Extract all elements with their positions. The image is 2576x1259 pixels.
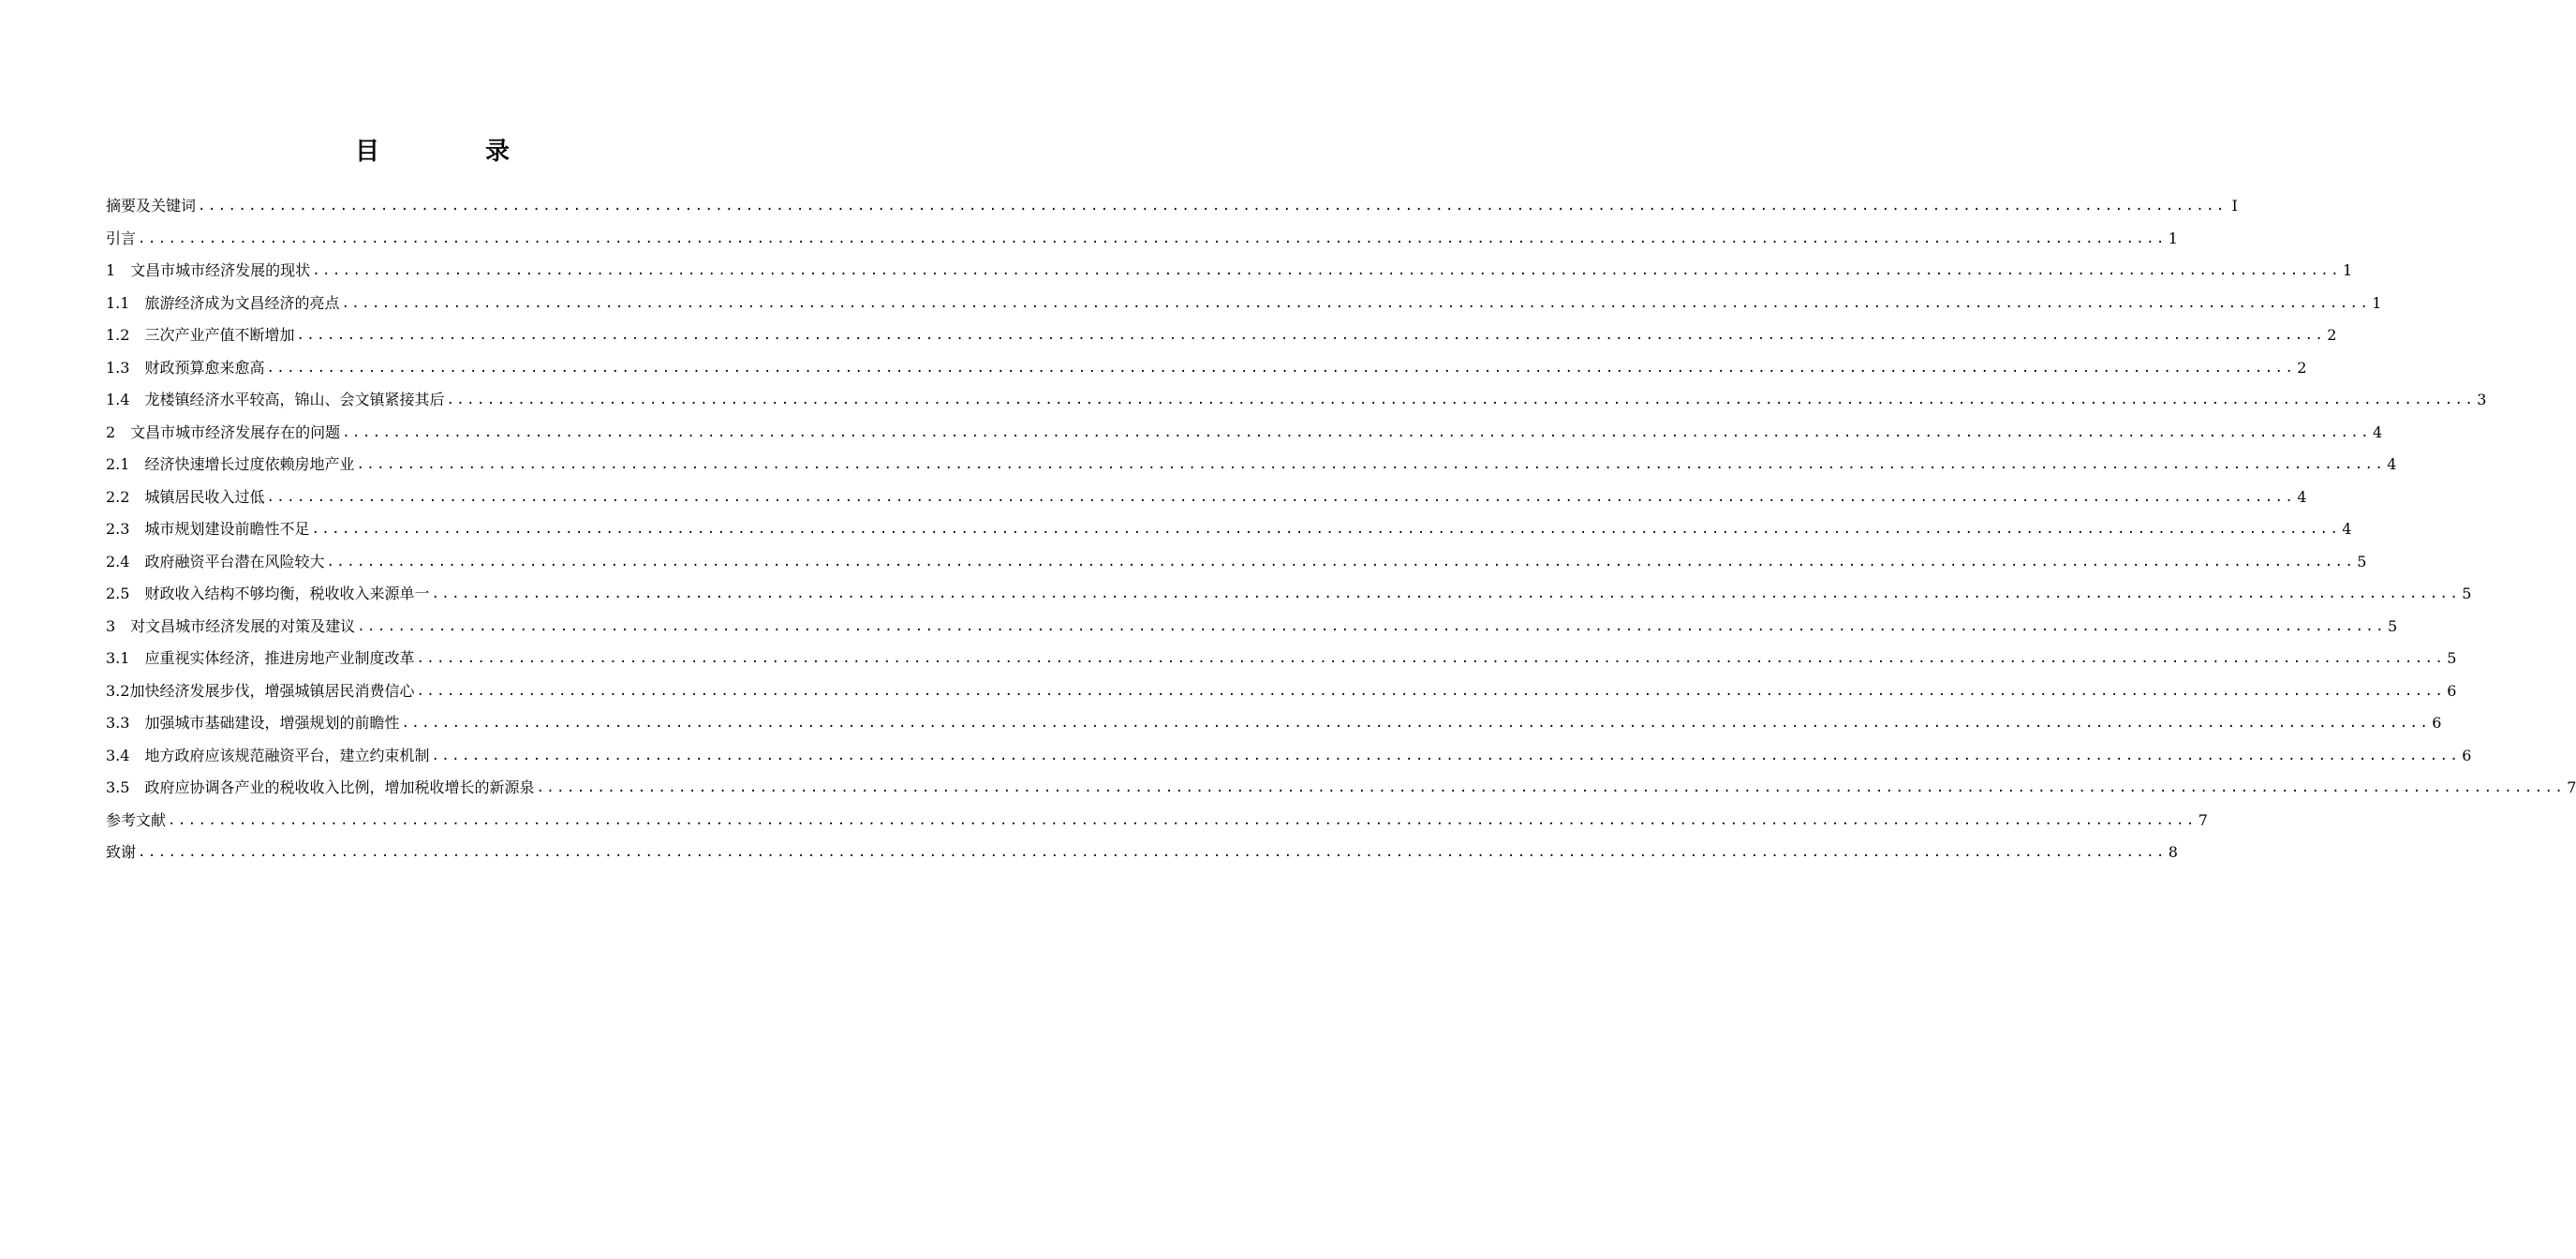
toc-entry-label: 1 文昌市城市经济发展的现状: [106, 261, 311, 280]
toc-entry-page-number: I: [2231, 197, 2238, 215]
toc-dot-leader: ........................................................................................................................................................................................................: [168, 812, 2197, 828]
toc-entry[interactable]: [106, 611, 2398, 644]
toc-dot-leader: ........................................................................................................................................................................................................: [312, 263, 2341, 279]
toc-entry-page-number: 3: [2477, 391, 2487, 409]
toc-dot-leader: ........................................................................................................................................................................................................: [138, 230, 2167, 246]
toc-entry-page-number: 5: [2462, 585, 2472, 603]
toc-dot-leader: ........................................................................................................................................................................................................: [326, 554, 2356, 570]
toc-entry-page-number: 5: [2447, 649, 2457, 668]
toc-entry-page-number: 1: [2372, 293, 2382, 312]
toc-entry-page-number: 5: [2387, 616, 2398, 635]
toc-entry[interactable]: [106, 481, 2307, 514]
toc-entry-page-number: 2: [2327, 326, 2337, 345]
toc-entry-label: 2.4 政府融资平台潜在风险较大: [106, 552, 325, 570]
toc-dot-leader: ........................................................................................................................................................................................................: [446, 393, 2476, 408]
toc-entry-label: 3.5 政府应协调各产业的税收收入比例，增加税收增长的新源泉: [106, 778, 535, 797]
toc-entry[interactable]: [106, 740, 2472, 773]
toc-dot-leader: ........................................................................................................................................................................................................: [266, 360, 2296, 376]
toc-entry-label: 3.4 地方政府应该规范融资平台，建立约束机制: [106, 746, 430, 764]
toc-entry-page-number: 5: [2357, 552, 2367, 570]
toc-entry-label: 2 文昌市城市经济发展存在的问题: [106, 422, 341, 441]
toc-entry-label: 1.1 旅游经济成为文昌经济的亮点: [106, 293, 340, 312]
toc-entry-label: 引言: [106, 229, 137, 247]
toc-dot-leader: ........................................................................................................................................................................................................: [296, 328, 2326, 344]
toc-entry[interactable]: [106, 255, 2353, 288]
toc-dot-leader: ........................................................................................................................................................................................................: [266, 489, 2296, 505]
toc-entry-label: 摘要及关键词: [106, 197, 197, 215]
toc-entry[interactable]: [106, 578, 2472, 611]
toc-entry-page-number: 7: [2198, 810, 2208, 829]
toc-entry-page-number: 1: [2342, 261, 2353, 280]
toc-entry[interactable]: [106, 772, 2576, 805]
toc-entry-label: 1.2 三次产业产值不断增加: [106, 326, 295, 345]
toc-entry-page-number: 6: [2447, 681, 2457, 700]
toc-entry-label: 1.3 财政预算愈来愈高: [106, 358, 265, 377]
toc-entry[interactable]: [106, 417, 2383, 450]
toc-entry[interactable]: [106, 223, 2178, 256]
toc-dot-leader: ........................................................................................................................................................................................................: [431, 586, 2461, 602]
toc-entry[interactable]: [106, 513, 2352, 546]
toc-entry-page-number: 1: [2168, 229, 2178, 247]
toc-entry-page-number: 2: [2297, 358, 2307, 377]
toc-dot-leader: ........................................................................................................................................................................................................: [416, 683, 2446, 699]
toc-dot-leader: ........................................................................................................................................................................................................: [311, 522, 2341, 538]
toc-entry[interactable]: [106, 319, 2337, 352]
toc-entry-label: 1.4 龙楼镇经济水平较高，锦山、会文镇紧接其后: [106, 391, 445, 409]
toc-entry[interactable]: [106, 805, 2208, 837]
toc-dot-leader: ........................................................................................................................................................................................................: [416, 651, 2446, 667]
toc-entry[interactable]: [106, 288, 2382, 320]
toc-entry[interactable]: [106, 190, 2238, 223]
toc-entry[interactable]: [106, 837, 2178, 869]
toc-dot-leader: ........................................................................................................................................................................................................: [341, 295, 2371, 311]
toc-entry[interactable]: [106, 643, 2457, 675]
toc-entry-label: 3.1 应重视实体经济，推进房地产业制度改革: [106, 649, 415, 668]
toc-entry-label: 2.5 财政收入结构不够均衡，税收收入来源单一: [106, 585, 430, 603]
page-title: 目 录: [354, 138, 559, 166]
toc-entry[interactable]: [106, 384, 2487, 417]
toc-dot-leader: ........................................................................................................................................................................................................: [342, 424, 2371, 440]
toc-dot-leader: ........................................................................................................................................................................................................: [138, 845, 2167, 861]
toc-entry-label: 3.2加快经济发展步伐，增强城镇居民消费信心: [106, 681, 415, 700]
toc-entry[interactable]: [106, 449, 2397, 481]
toc-entry[interactable]: [106, 707, 2442, 740]
toc-entry-label: 3 对文昌城市经济发展的对策及建议: [106, 616, 356, 635]
toc-entry-page-number: 7: [2567, 778, 2576, 797]
table-of-contents: [106, 190, 2576, 869]
toc-entry-page-number: 4: [2387, 455, 2397, 474]
toc-dot-leader: ........................................................................................................................................................................................................: [357, 618, 2386, 634]
toc-entry-page-number: 6: [2462, 746, 2472, 764]
toc-dot-leader: ........................................................................................................................................................................................................: [356, 457, 2386, 473]
toc-dot-leader: ........................................................................................................................................................................................................: [431, 748, 2461, 763]
toc-entry-page-number: 4: [2297, 487, 2307, 506]
toc-dot-leader: ........................................................................................................................................................................................................: [198, 199, 2227, 215]
toc-entry-page-number: 8: [2168, 843, 2178, 862]
toc-entry[interactable]: [106, 546, 2367, 579]
toc-entry-label: 2.1 经济快速增长过度依赖房地产业: [106, 455, 355, 474]
toc-entry-label: 2.2 城镇居民收入过低: [106, 487, 265, 506]
toc-entry-label: 参考文献: [106, 810, 167, 829]
toc-entry-label: 2.3 城市规划建设前瞻性不足: [106, 520, 310, 539]
toc-entry-label: 致谢: [106, 843, 137, 862]
toc-dot-leader: ........................................................................................................................................................................................................: [536, 780, 2566, 796]
toc-dot-leader: ........................................................................................................................................................................................................: [401, 716, 2431, 732]
toc-entry[interactable]: [106, 352, 2307, 385]
toc-entry[interactable]: [106, 675, 2457, 708]
toc-entry-label: 3.3 加强城市基础建设，增强规划的前瞻性: [106, 714, 400, 733]
toc-entry-page-number: 4: [2342, 520, 2352, 539]
toc-entry-page-number: 6: [2432, 714, 2442, 733]
toc-entry-page-number: 4: [2372, 422, 2383, 441]
